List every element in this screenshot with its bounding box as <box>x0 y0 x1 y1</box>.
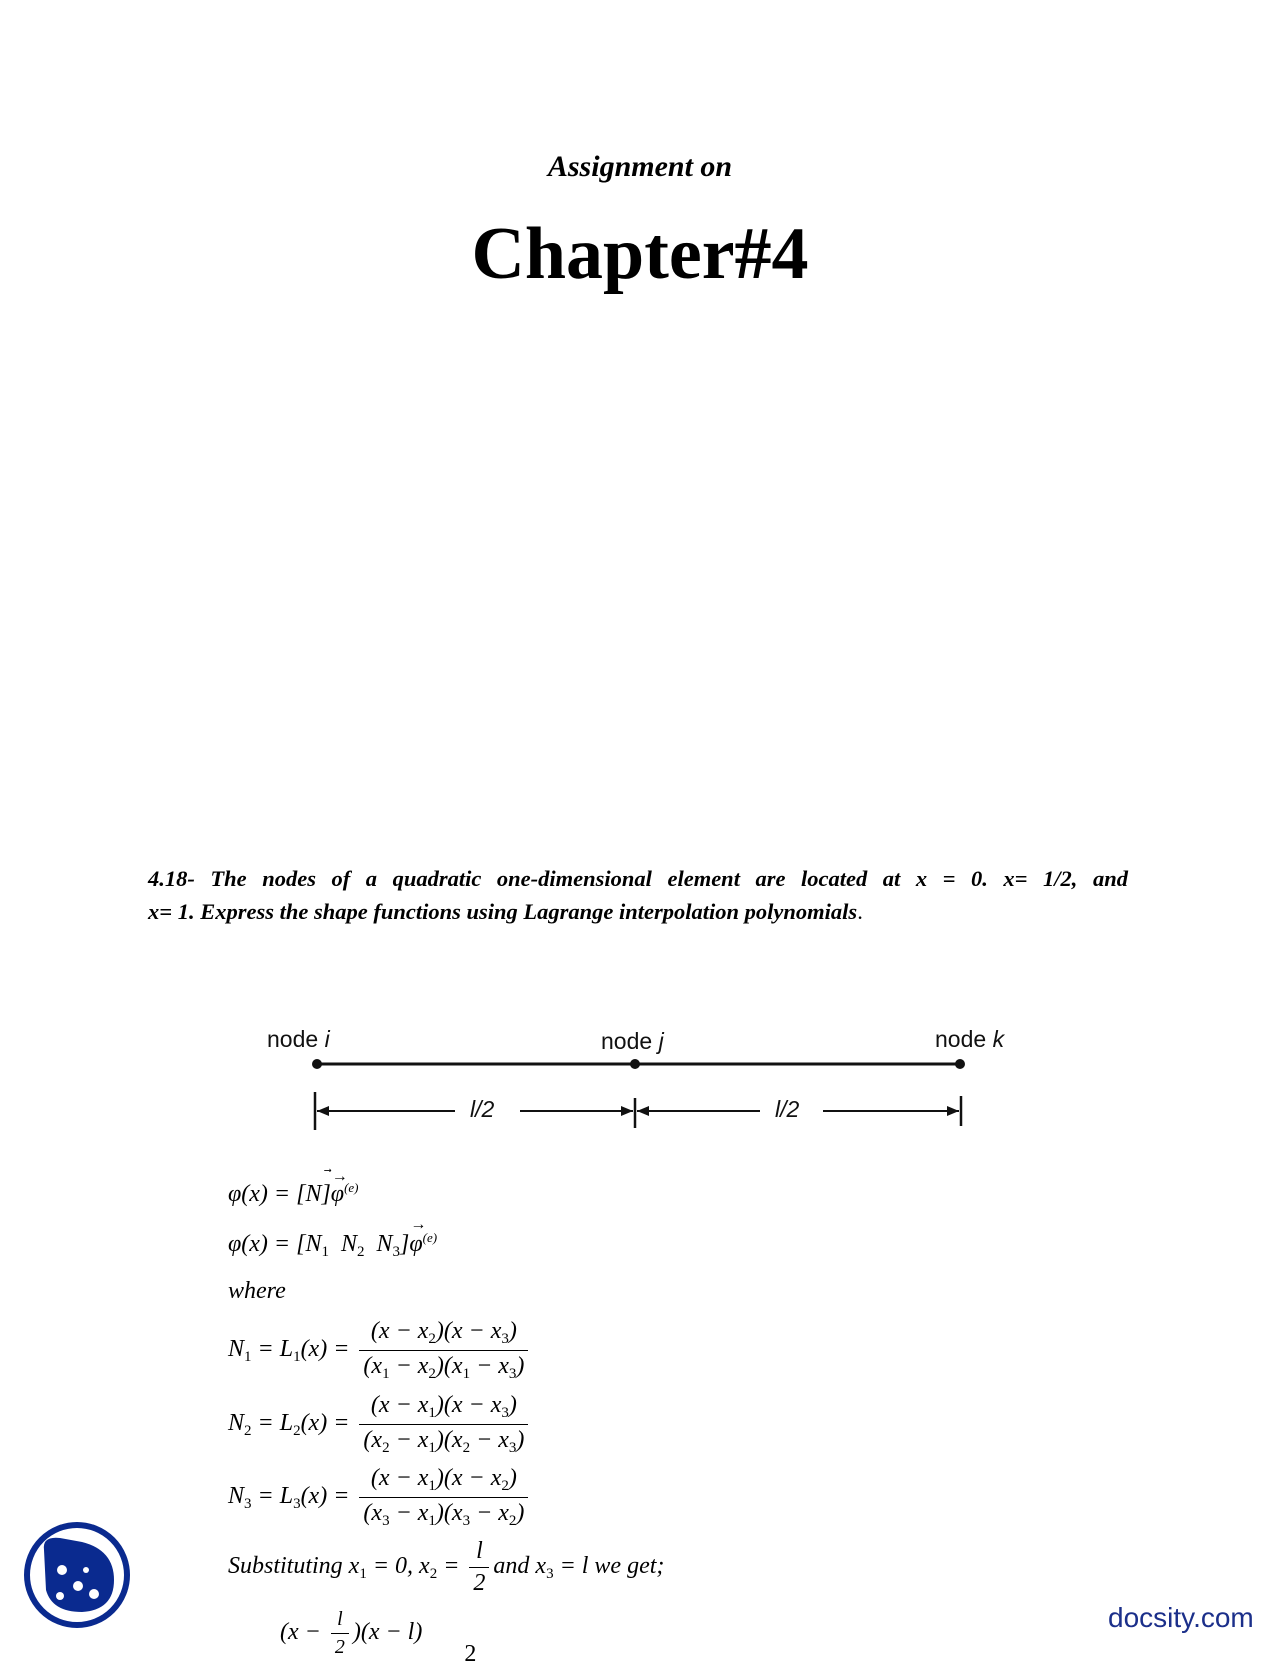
problem-line-1: 4.18- The nodes of a quadratic one-dimensional element are located at x = 0. x= 1/2, and <box>148 866 1128 891</box>
node-k-label <box>935 1026 1004 1053</box>
docsity-brand-link[interactable]: docsity.com <box>1108 1602 1254 1633</box>
substitution-line: Substituting $x_1 = 0$, $x_2$ = $\frac{l}{2}$ and $x_3 = l$ we get; <box>228 1538 665 1596</box>
problem-statement <box>148 862 1128 928</box>
n3-l: = L <box>251 1483 294 1510</box>
n3-arg: (x) = <box>300 1483 350 1510</box>
subst-prefix: Substituting x <box>228 1553 360 1580</box>
n1-arg: (x) = <box>300 1336 350 1363</box>
eq2-vector <box>409 1216 427 1257</box>
arrow-left-end <box>621 1106 633 1116</box>
subst-frac-num: l <box>469 1538 489 1568</box>
problem-line-2 <box>148 895 1128 928</box>
node-k-var: k <box>992 1026 1005 1052</box>
partial-num-a: (x − <box>280 1619 321 1646</box>
equation-n2: $N_2 = L_2(x)$ = $\frac{(x - x_1)(x - x_3)}{(x_2 - x_1)(x_2 - x_3)}$ <box>228 1392 532 1457</box>
problem-line-2-text: x= 1. Express the shape functions using Lagrange interpolation polynomials <box>148 899 858 924</box>
n3-fraction: $\frac{(x - x_1)(x - x_2)}{(x_3 - x_1)(x_3 - x_2)}$ <box>359 1465 528 1530</box>
eq1-vec-symbol: φ <box>330 1181 345 1207</box>
n2-l: = L <box>251 1410 294 1437</box>
partial-num-b: )(x − l) <box>352 1619 423 1646</box>
node-j-label <box>601 1028 664 1055</box>
eq2-vec-symbol: φ <box>409 1231 423 1257</box>
node-j-marker <box>630 1059 640 1069</box>
vector-arrow-icon: → <box>410 1216 427 1233</box>
page-title: Chapter#4 <box>471 213 809 295</box>
n2-arg: (x) = <box>300 1410 350 1437</box>
n2-fraction: $\frac{(x - x_1)(x - x_3)}{(x_2 - x_1)(x_2 - x_3)}$ <box>359 1392 528 1457</box>
node-i-word: node <box>267 1026 319 1052</box>
vector-arrow-icon: ⃗→ <box>331 1168 348 1185</box>
where-label: where <box>228 1278 286 1304</box>
node-j-var: j <box>658 1028 664 1054</box>
span-left-label: l/2 <box>470 1096 495 1122</box>
node-i-var: i <box>324 1026 330 1052</box>
subst-end: = l we get; <box>553 1553 665 1580</box>
n2-symbol: N <box>228 1410 245 1437</box>
node-j-word: node <box>601 1028 653 1054</box>
subst-mid1: = 0, x <box>366 1553 430 1580</box>
subst-and: and x <box>493 1553 547 1580</box>
eq2-lhs: φ(x) = [N <box>228 1231 322 1257</box>
eq1-lhs: φ(x) = [N] <box>228 1181 331 1207</box>
equation-n1: $N_1 = L_1(x)$ = $\frac{(x - x_2)(x - x_3)}{(x_1 - x_2)(x_1 - x_3)}$ <box>228 1318 532 1383</box>
equation-n3: $N_3 = L_3(x)$ = $\frac{(x - x_1)(x - x_2)}{(x_3 - x_1)(x_3 - x_2)}$ <box>228 1465 532 1530</box>
equation-2: $\varphi(x) = [N_1$ $N_2$ $N_3$] → $\varphi^{(e)}$ <box>228 1216 438 1260</box>
subst-mid2: = <box>437 1553 460 1580</box>
n1-symbol: N <box>228 1336 245 1363</box>
arrow-right-end <box>947 1106 959 1116</box>
page-subtitle: Assignment on <box>547 150 733 183</box>
n1-fraction: $\frac{(x - x_2)(x - x_3)}{(x_1 - x_2)(x_1 - x_3)}$ <box>359 1318 528 1383</box>
docsity-logo-svg <box>22 1520 132 1630</box>
partial-frac <box>331 1608 349 1659</box>
subst-frac-den: 2 <box>473 1570 486 1596</box>
equation-1 <box>228 1168 359 1208</box>
eq1-vector <box>330 1168 348 1207</box>
partial-frac-den: 2 <box>334 1636 345 1658</box>
node-i-label <box>267 1026 330 1053</box>
arrow-right-start <box>637 1106 649 1116</box>
node-i-marker <box>312 1059 322 1069</box>
span-right-label: l/2 <box>775 1096 800 1122</box>
node-k-word: node <box>935 1026 987 1052</box>
arrow-left-start <box>317 1106 329 1116</box>
equation-partial <box>280 1608 476 1668</box>
eq1-superscript: (e) <box>344 1180 359 1195</box>
node-k-marker <box>955 1059 965 1069</box>
n1-l: = L <box>251 1336 294 1363</box>
element-diagram <box>255 1010 1035 1160</box>
partial-coef: 2 <box>464 1641 477 1668</box>
subst-fraction <box>469 1538 489 1597</box>
docsity-logo-icon[interactable] <box>22 1520 132 1630</box>
eq2-superscript: (e) <box>422 1230 438 1245</box>
problem-line-2-period: . <box>857 899 863 924</box>
n3-symbol: N <box>228 1483 245 1510</box>
partial-frac-num: l <box>331 1608 349 1634</box>
